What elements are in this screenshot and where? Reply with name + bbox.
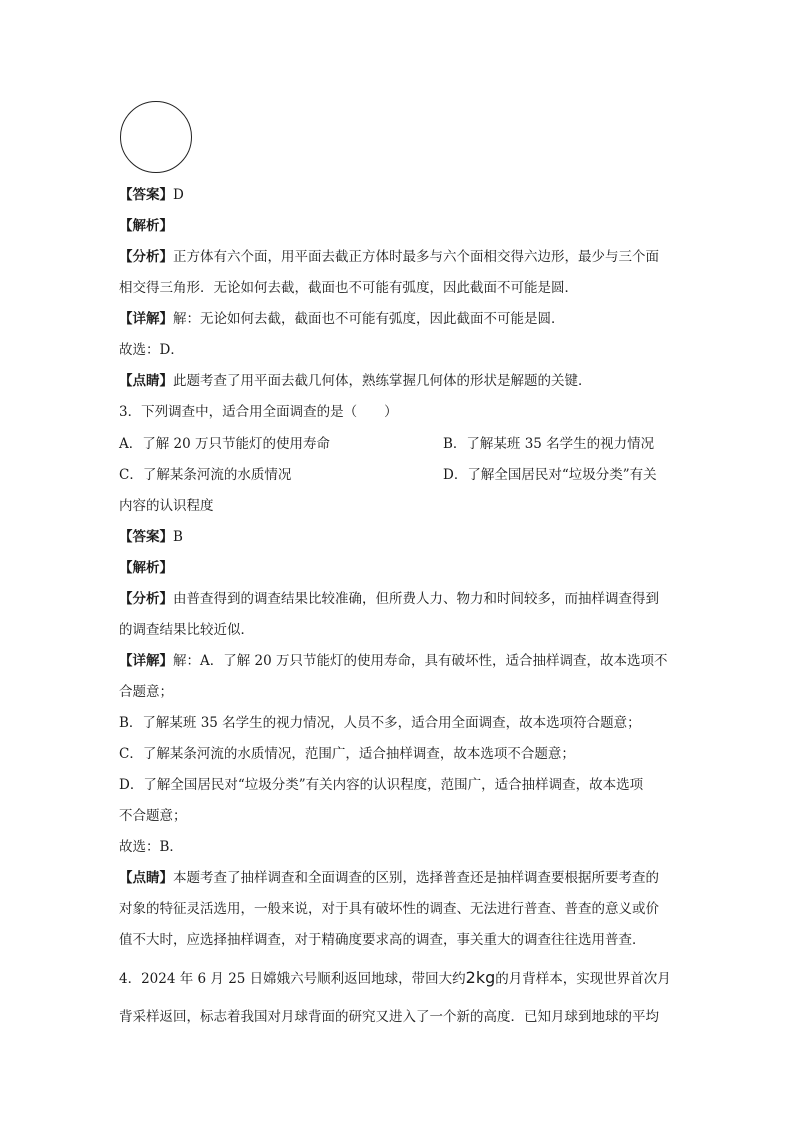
fenxi-text: 正方体有六个面，用平面去截正方体时最多与六个面相交得六边形，最少与三个面 [173, 249, 659, 265]
q4-mass-number: 2 [465, 968, 476, 987]
q3-comment-cont-2: 值不大时，应选择抽样调查，对于精确度要求高的调查，事关重大的调查往往选用普查． [119, 932, 646, 948]
answer-tag: 【答案】 [119, 529, 173, 545]
q3-option-b: B．了解某班 35 名学生的视力情况 [443, 436, 655, 452]
detail-text: 解：无论如何去截，截面也不可能有弧度，因此截面不可能是圆． [173, 311, 565, 327]
q4-mass-value [466, 968, 496, 987]
q4-mass-unit: kg [475, 968, 496, 987]
comment-tag: 【点睛】 [119, 373, 173, 389]
answer-tag: 【答案】 [119, 187, 173, 203]
q3-option-a: A．了解 20 万只节能灯的使用寿命 [119, 436, 331, 452]
q3-answer [119, 527, 183, 547]
q2-analysis-tag: 【解析】 [119, 218, 173, 234]
q3-option-d: D．了解全国居民对“垃圾分类”有关 [443, 467, 657, 483]
circle-figure [120, 101, 192, 173]
q3-option-c: C．了解某条河流的水质情况 [119, 467, 292, 483]
q4-stem-post: 的月背样本，实现世界首次月 [495, 971, 671, 987]
fenxi-text: 由普查得到的调查结果比较准确，但所费人力、物力和时间较多，而抽样调查得到 [173, 591, 659, 607]
q3-fenxi [119, 589, 659, 609]
answer-value: B [173, 529, 183, 545]
q2-fenxi-cont: 相交得三角形．无论如何去截，截面也不可能有弧度，因此截面不可能是圆． [119, 280, 578, 296]
fenxi-tag: 【分析】 [119, 591, 173, 607]
q3-detail-a-cont: 合题意； [119, 684, 173, 700]
q4-stem-pre: 4．2024 年 6 月 25 日嫦娥六号顺利返回地球，带回大约 [119, 971, 466, 987]
q2-choose: 故选：D． [119, 342, 184, 358]
answer-value: D [173, 187, 184, 203]
detail-tag: 【详解】 [119, 311, 173, 327]
q2-answer [119, 185, 184, 205]
q3-option-d-cont: 内容的认识程度 [119, 498, 214, 514]
comment-tag: 【点睛】 [119, 870, 173, 886]
detail-text: 解：A．了解 20 万只节能灯的使用寿命，具有破坏性，适合抽样调查，故本选项不 [173, 653, 668, 669]
detail-tag: 【详解】 [119, 653, 173, 669]
q3-detail-d-cont: 不合题意； [119, 808, 187, 824]
q3-choose: 故选：B． [119, 839, 183, 855]
q4-stem-cont: 背采样返回，标志着我国对月球背面的研究又进入了一个新的高度．已知月球到地球的平均 [119, 1009, 659, 1025]
q2-fenxi [119, 247, 659, 267]
fenxi-tag: 【分析】 [119, 249, 173, 265]
q3-detail-c: C．了解某条河流的水质情况，范围广，适合抽样调查，故本选项不合题意； [119, 746, 575, 762]
q4-stem [119, 968, 671, 989]
q3-detail [119, 651, 668, 671]
q3-detail-d: D．了解全国居民对“垃圾分类”有关内容的认识程度，范围广，适合抽样调查，故本选项 [119, 777, 644, 793]
comment-text: 本题考查了抽样调查和全面调查的区别，选择普查还是抽样调查要根据所要考查的 [173, 870, 659, 886]
q3-analysis-tag: 【解析】 [119, 560, 173, 576]
q2-detail [119, 309, 565, 329]
q3-comment [119, 868, 659, 888]
q3-comment-cont-1: 对象的特征灵活选用，一般来说，对于具有破坏性的调查、无法进行普查、普查的意义或价 [119, 901, 659, 917]
q3-fenxi-cont: 的调查结果比较近似． [119, 622, 254, 638]
comment-text: 此题考查了用平面去截几何体，熟练掌握几何体的形状是解题的关键． [173, 373, 592, 389]
q3-stem: 3．下列调查中，适合用全面调查的是（ ） [119, 404, 398, 420]
q2-comment [119, 371, 592, 391]
q3-detail-b: B．了解某班 35 名学生的视力情况，人员不多，适合用全面调查，故本选项符合题意； [119, 715, 641, 731]
